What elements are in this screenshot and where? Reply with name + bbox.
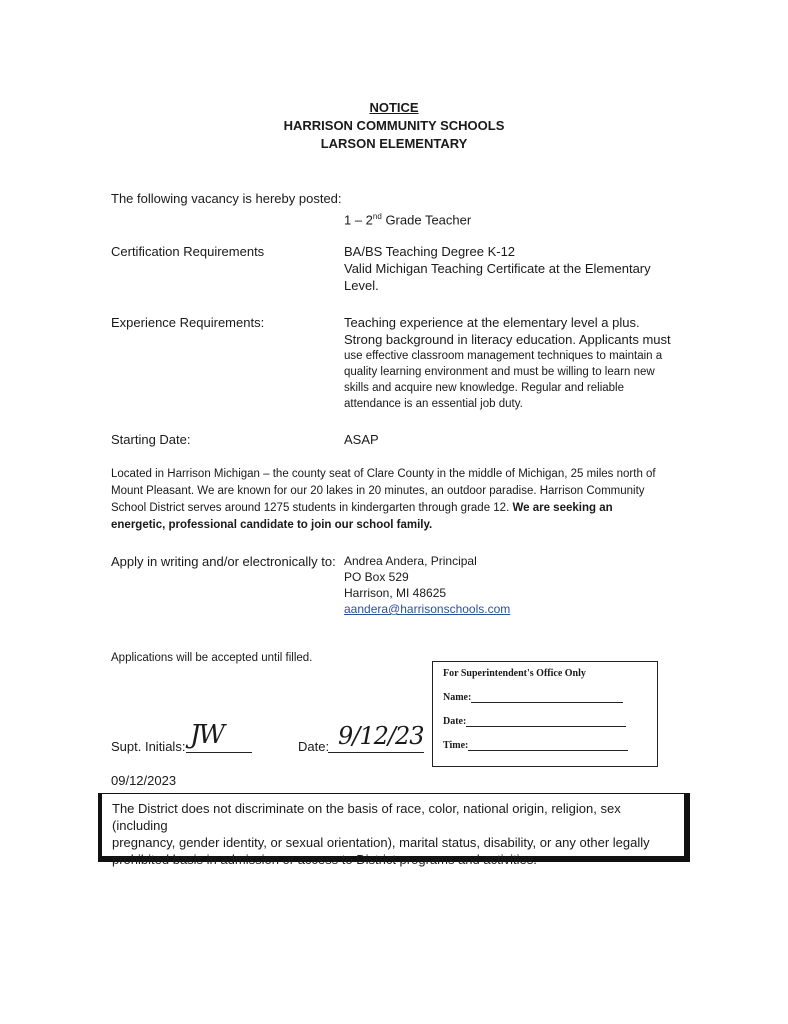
nondiscrimination-text: [112, 800, 676, 868]
posted-date: 09/12/2023: [111, 773, 177, 788]
office-time-row: [443, 740, 628, 751]
description-line: Mount Pleasant. We are known for our 20 lakes in 20 minutes, an outdoor paradise. Harrison Community: [111, 485, 645, 497]
position-base: 1 – 2: [344, 212, 373, 228]
nondiscrimination-line: prohibited basis in admission or access to District programs and activities.: [112, 852, 537, 867]
nondiscrimination-notice: [98, 793, 690, 867]
nondiscrimination-line: pregnancy, gender identity, or sexual orientation), marital status, disability, or any other legally: [112, 835, 650, 850]
position-title: [344, 208, 471, 228]
contact-email-link[interactable]: aandera@harrisonschools.com: [344, 602, 511, 616]
vacancy-intro: The following vacancy is hereby posted:: [111, 191, 342, 206]
starting-date-label: Starting Date:: [111, 432, 191, 447]
starting-date-value: ASAP: [344, 432, 379, 447]
certification-label: Certification Requirements: [111, 244, 265, 259]
certification-requirements: [344, 243, 684, 294]
exp-line: use effective classroom management techniques to maintain a: [344, 350, 663, 362]
apply-label: Apply in writing and/or electronically to:: [111, 554, 336, 569]
office-name-row: [443, 692, 623, 703]
exp-line: Strong background in literacy education. Applicants must: [344, 332, 671, 347]
office-name-label: Name:: [443, 692, 472, 703]
office-time-label: Time:: [443, 740, 469, 751]
exp-line: skills and acquire new knowledge. Regular and reliable: [344, 382, 624, 394]
office-date-line: [466, 716, 626, 727]
description-emphasis: We are seeking an: [512, 502, 613, 514]
exp-line: Teaching experience at the elementary level a plus.: [344, 315, 640, 330]
office-name-line: [471, 692, 623, 703]
cert-line: Valid Michigan Teaching Certificate at the Elementary: [344, 261, 651, 276]
nondiscrimination-line: The District does not discriminate on the basis of race, color, national origin, religion, sex (including: [112, 801, 621, 833]
cert-line: BA/BS Teaching Degree K-12: [344, 244, 516, 259]
notice-heading: NOTICE: [369, 100, 419, 115]
date-label: Date:: [298, 739, 330, 754]
position-rest: Grade Teacher: [381, 212, 472, 228]
experience-requirements: [344, 314, 694, 412]
apply-contact: [344, 553, 510, 617]
date-line: [328, 752, 424, 753]
contact-city: Harrison, MI 48625: [344, 586, 447, 600]
office-date-row: [443, 716, 626, 727]
description-line: energetic, professional candidate to join our school family.: [111, 519, 433, 531]
description-line: Located in Harrison Michigan – the county seat of Clare County in the middle of Michigan, 25 miles north of: [111, 468, 656, 480]
office-date-label: Date:: [443, 716, 467, 727]
cert-line: Level.: [344, 278, 379, 293]
contact-name: Andrea Andera, Principal: [344, 554, 477, 568]
experience-label: Experience Requirements:: [111, 315, 265, 330]
initials-label: Supt. Initials:: [111, 739, 186, 754]
district-description: [111, 466, 691, 534]
description-text: School District serves around 1275 students in kindergarten through grade 12.: [111, 502, 513, 514]
office-box-title: For Superintendent's Office Only: [443, 668, 586, 679]
district-name: HARRISON COMMUNITY SCHOOLS: [283, 118, 505, 133]
contact-pobox: PO Box 529: [344, 570, 409, 584]
position-sup: nd: [372, 212, 382, 221]
exp-line: attendance is an essential job duty.: [344, 398, 523, 410]
description-line: [111, 500, 691, 517]
school-name: LARSON ELEMENTARY: [320, 136, 468, 151]
exp-line: quality learning environment and must be willing to learn new: [344, 366, 655, 378]
initials-signature: JW: [190, 720, 224, 750]
superintendent-office-box: [432, 661, 658, 767]
office-time-line: [468, 740, 628, 751]
accepted-note: Applications will be accepted until filled.: [111, 652, 313, 664]
initials-line: [186, 752, 252, 753]
handwritten-date: 9/12/23: [338, 722, 424, 750]
